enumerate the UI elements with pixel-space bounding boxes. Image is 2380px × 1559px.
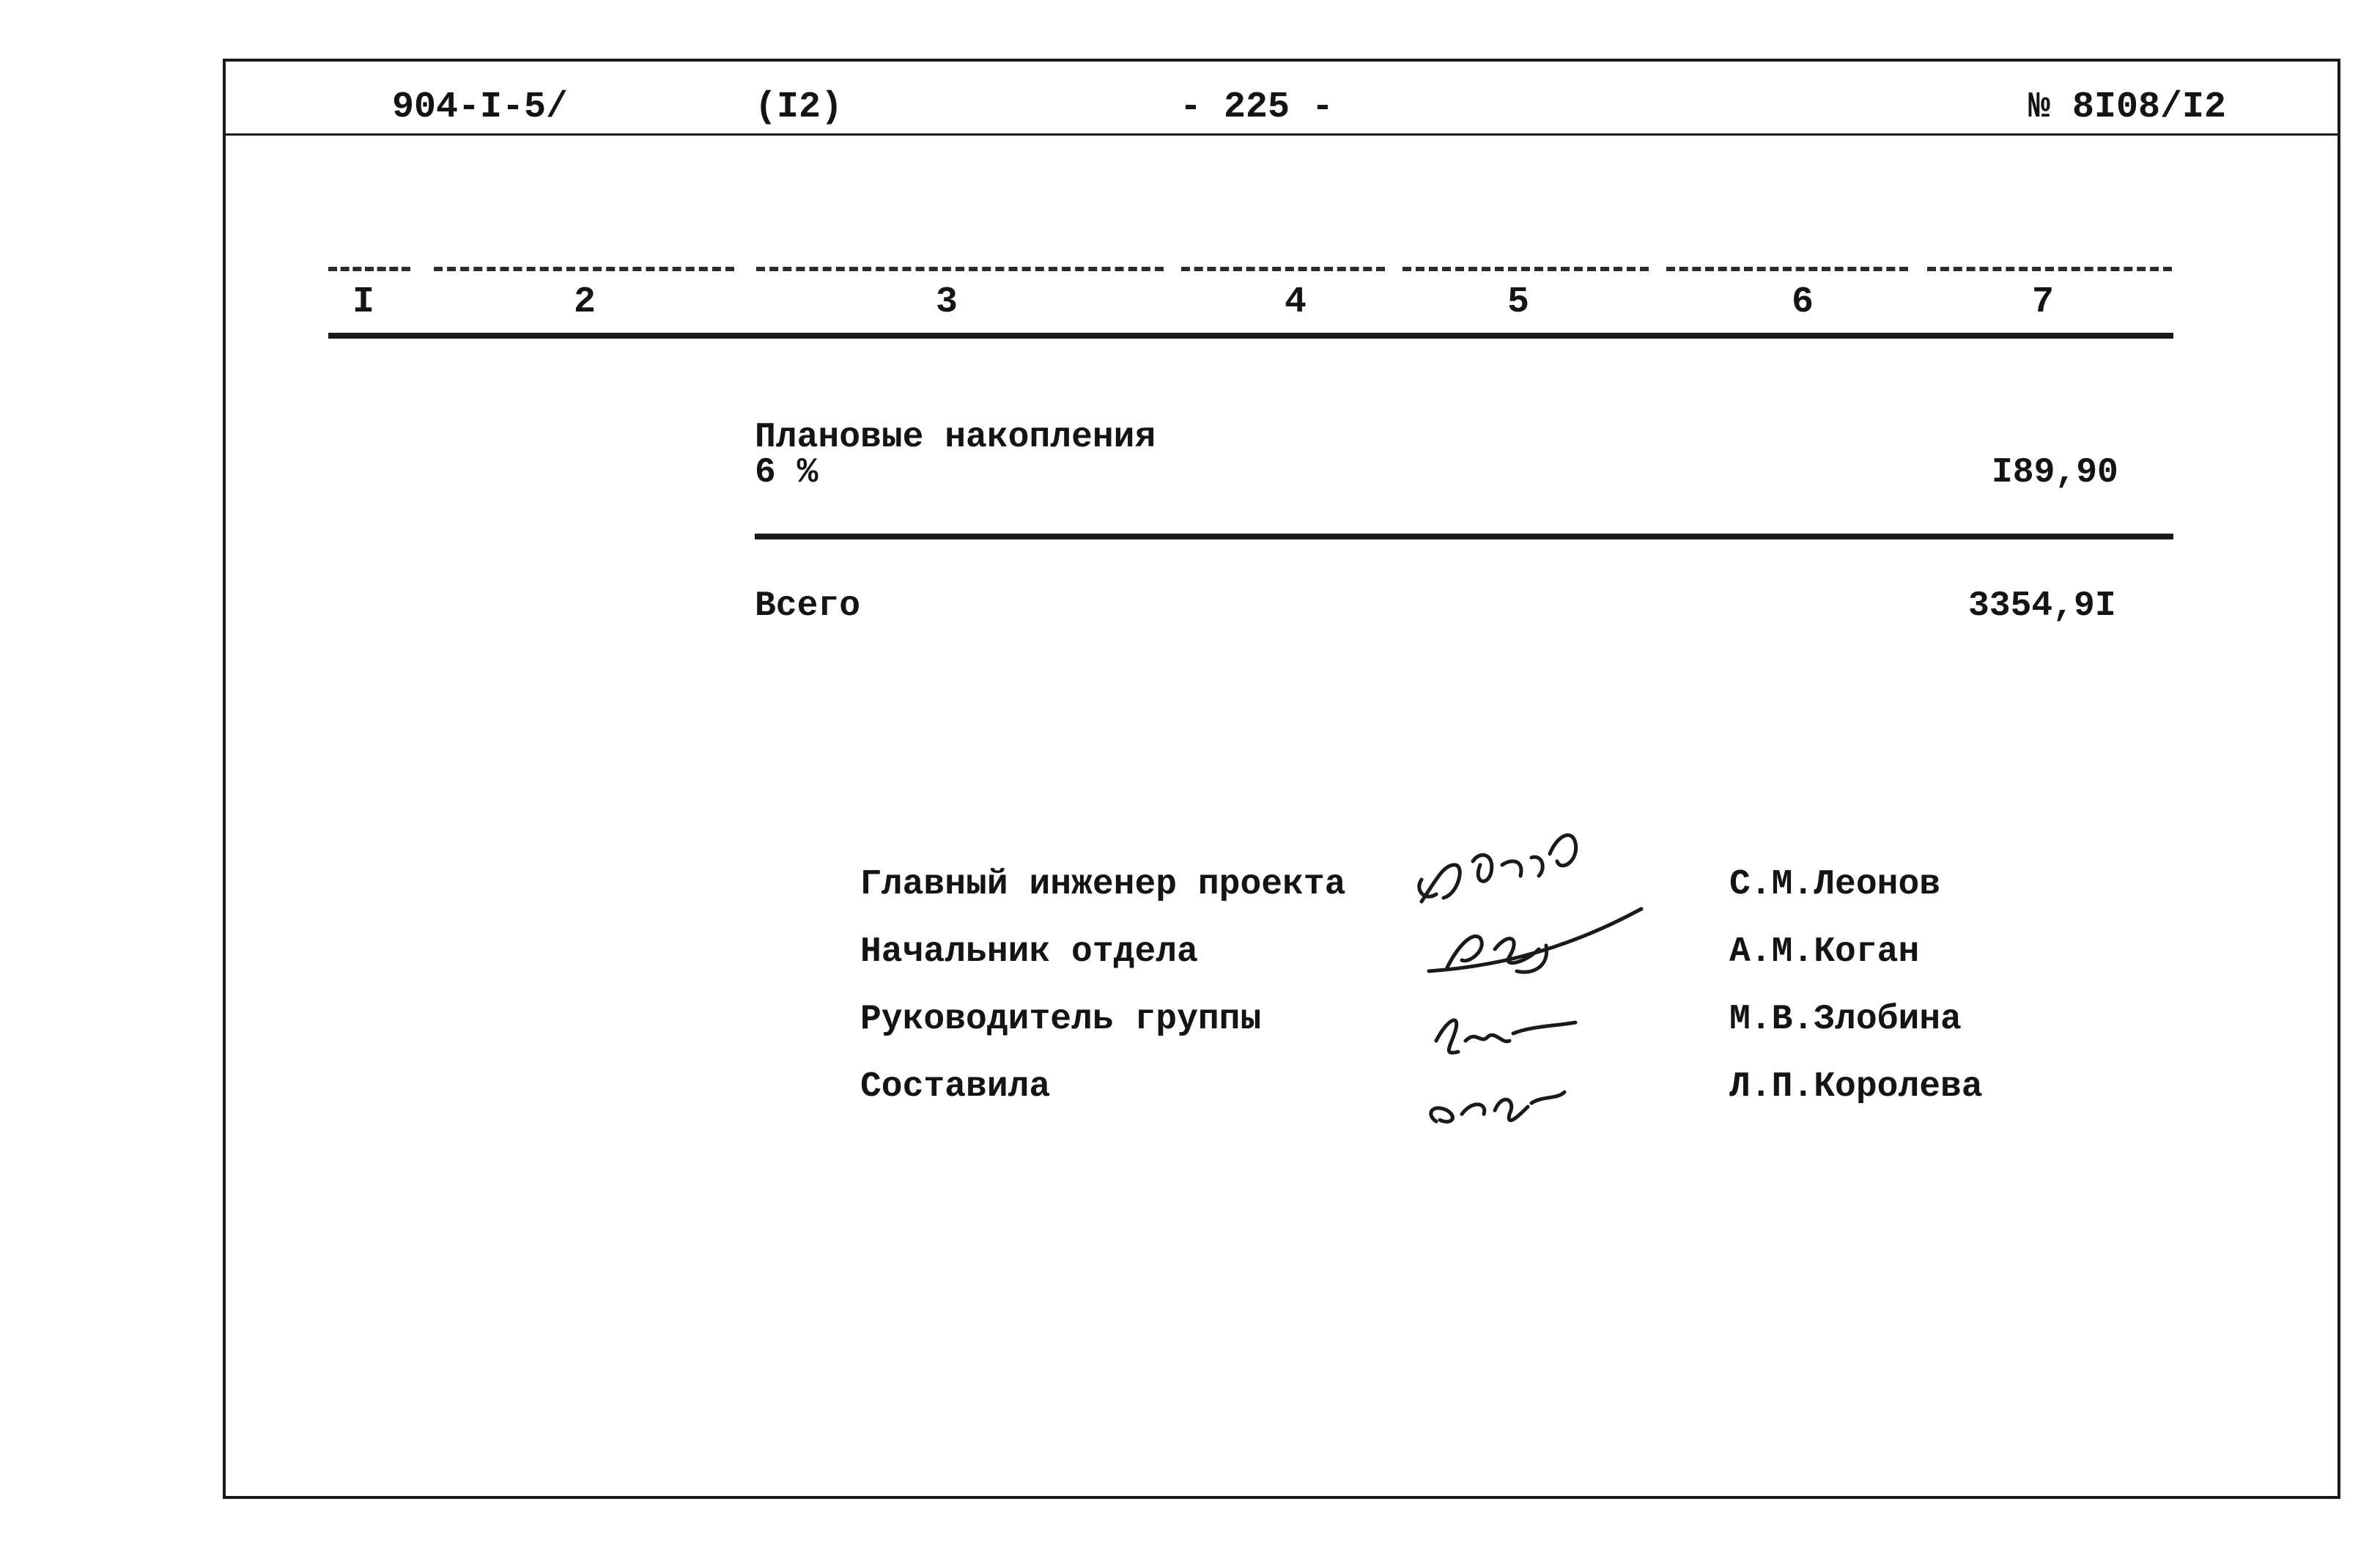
column-divider-segment (328, 267, 410, 271)
row-name-planned-savings-rate: 6 % (755, 453, 818, 493)
signature-role-compiler: Составила (860, 1067, 1051, 1107)
column-number-7: 7 (2031, 281, 2054, 323)
signature-person-group-leader: М.В.Злобина (1729, 1000, 1962, 1039)
column-divider-segment (756, 267, 1164, 271)
row-name-total: Всего (755, 586, 861, 626)
signature-person-compiler: Л.П.Королева (1729, 1067, 1983, 1107)
signature-person-department-head: А.М.Коган (1729, 932, 1920, 972)
album-number: № 8I08/I2 (2028, 86, 2227, 128)
column-divider-segment (1181, 267, 1385, 271)
row-value-planned-savings: I89,90 (1992, 453, 2118, 493)
row-value-total: 3354,9I (1968, 586, 2116, 626)
signature-role-group-leader: Руководитель группы (860, 1000, 1262, 1039)
row-name-planned-savings: Плановые накопления (755, 418, 1156, 457)
column-number-4: 4 (1284, 281, 1307, 323)
signature-person-chief-engineer: С.М.Леонов (1729, 865, 1941, 904)
column-divider-segment (1927, 267, 2172, 271)
column-number-1: I (352, 281, 374, 323)
column-divider-segment (434, 267, 734, 271)
handwritten-signatures (1392, 821, 1671, 1129)
column-divider-segment (1666, 267, 1908, 271)
column-number-6: 6 (1791, 281, 1814, 323)
header-divider (223, 133, 2340, 136)
column-header-underline (328, 333, 2173, 339)
column-number-3: 3 (935, 281, 958, 323)
column-number-5: 5 (1507, 281, 1529, 323)
document-code: 904-I-5/ (392, 86, 569, 128)
page-frame (223, 59, 2340, 1499)
section-number: (I2) (755, 86, 843, 128)
total-separator-rule (755, 534, 2173, 539)
column-number-2: 2 (573, 281, 596, 323)
signature-role-chief-engineer: Главный инженер проекта (860, 865, 1346, 904)
signature-role-department-head: Начальник отдела (860, 932, 1198, 972)
column-divider-segment (1402, 267, 1649, 271)
page-number: - 225 - (1180, 86, 1334, 128)
